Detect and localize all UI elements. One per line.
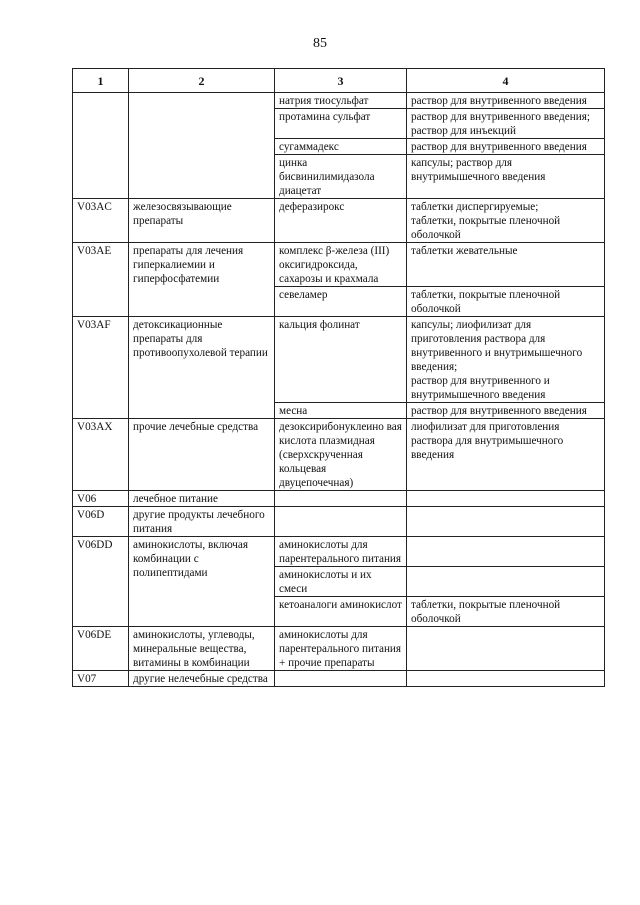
drug-cell: сугаммадекс: [275, 139, 407, 155]
table-row: [73, 317, 605, 403]
form-cell: раствор для внутривенного введения: [407, 139, 605, 155]
group-cell: аминокислоты, углеводы, минеральные вещества, витамины в комбинации: [129, 627, 275, 671]
form-cell: капсулы; раствор для внутримышечного введения: [407, 155, 605, 199]
header-row: [73, 69, 605, 93]
drug-cell: севеламер: [275, 287, 407, 317]
atc-code-cell: [73, 93, 129, 199]
drug-cell: протамина сульфат: [275, 109, 407, 139]
form-cell: таблетки жевательные: [407, 243, 605, 287]
table-row: [73, 243, 605, 287]
form-cell: [407, 537, 605, 567]
group-cell: детоксикационные препараты для противоопухолевой терапии: [129, 317, 275, 419]
header-col-3: 3: [275, 69, 407, 93]
group-cell: железосвязывающие препараты: [129, 199, 275, 243]
header-col-2: 2: [129, 69, 275, 93]
form-cell: таблетки, покрытые пленочной оболочкой: [407, 597, 605, 627]
form-cell: раствор для внутривенного введения; раствор для инъекций: [407, 109, 605, 139]
form-cell: [407, 567, 605, 597]
atc-code-cell: V03AX: [73, 419, 129, 491]
table-row: [73, 507, 605, 537]
table-row: [73, 93, 605, 109]
table-row: [73, 199, 605, 243]
form-cell: [407, 507, 605, 537]
form-cell: [407, 627, 605, 671]
atc-code-cell: V06DD: [73, 537, 129, 627]
drug-cell: [275, 507, 407, 537]
atc-code-cell: V06: [73, 491, 129, 507]
form-cell: [407, 491, 605, 507]
atc-code-cell: V03AF: [73, 317, 129, 419]
drug-cell: дезоксирибонуклеино вая кислота плазмидная (сверхскрученная кольцевая двуцепочечная): [275, 419, 407, 491]
form-cell: раствор для внутривенного введения: [407, 93, 605, 109]
drug-cell: аминокислоты для парентерального питания: [275, 537, 407, 567]
form-cell: таблетки, покрытые пленочной оболочкой: [407, 287, 605, 317]
drug-cell: кетоаналоги аминокислот: [275, 597, 407, 627]
atc-code-cell: V07: [73, 671, 129, 687]
group-cell: лечебное питание: [129, 491, 275, 507]
group-cell: препараты для лечения гиперкалиемии и гиперфосфатемии: [129, 243, 275, 317]
table-row: [73, 537, 605, 567]
group-cell: [129, 93, 275, 199]
form-cell: раствор для внутривенного введения: [407, 403, 605, 419]
atc-code-cell: V06DE: [73, 627, 129, 671]
table-row: [73, 627, 605, 671]
drug-cell: цинка бисвинилимидазола диацетат: [275, 155, 407, 199]
atc-code-cell: V03AE: [73, 243, 129, 317]
atc-code-cell: V03AC: [73, 199, 129, 243]
drug-cell: месна: [275, 403, 407, 419]
table-row: [73, 671, 605, 687]
form-cell: [407, 671, 605, 687]
drug-cell: комплекс β-железа (III) оксигидроксида, сахарозы и крахмала: [275, 243, 407, 287]
page-number: 85: [313, 36, 327, 51]
group-cell: другие продукты лечебного питания: [129, 507, 275, 537]
drug-cell: [275, 491, 407, 507]
form-cell: таблетки диспергируемые; таблетки, покрытые пленочной оболочкой: [407, 199, 605, 243]
drug-table: [72, 68, 605, 687]
table-row: [73, 491, 605, 507]
drug-cell: аминокислоты и их смеси: [275, 567, 407, 597]
header-col-4: 4: [407, 69, 605, 93]
drug-cell: кальция фолинат: [275, 317, 407, 403]
drug-cell: натрия тиосульфат: [275, 93, 407, 109]
table-row: [73, 419, 605, 491]
form-cell: капсулы; лиофилизат для приготовления раствора для внутривенного и внутримышечного введения; раствор для внутривенного и внутримышечного введения: [407, 317, 605, 403]
drug-cell: аминокислоты для парентерального питания + прочие препараты: [275, 627, 407, 671]
drug-cell: деферазирокс: [275, 199, 407, 243]
atc-code-cell: V06D: [73, 507, 129, 537]
group-cell: аминокислоты, включая комбинации с полипептидами: [129, 537, 275, 627]
header-col-1: 1: [73, 69, 129, 93]
form-cell: лиофилизат для приготовления раствора для внутримышечного введения: [407, 419, 605, 491]
group-cell: прочие лечебные средства: [129, 419, 275, 491]
drug-cell: [275, 671, 407, 687]
group-cell: другие нелечебные средства: [129, 671, 275, 687]
